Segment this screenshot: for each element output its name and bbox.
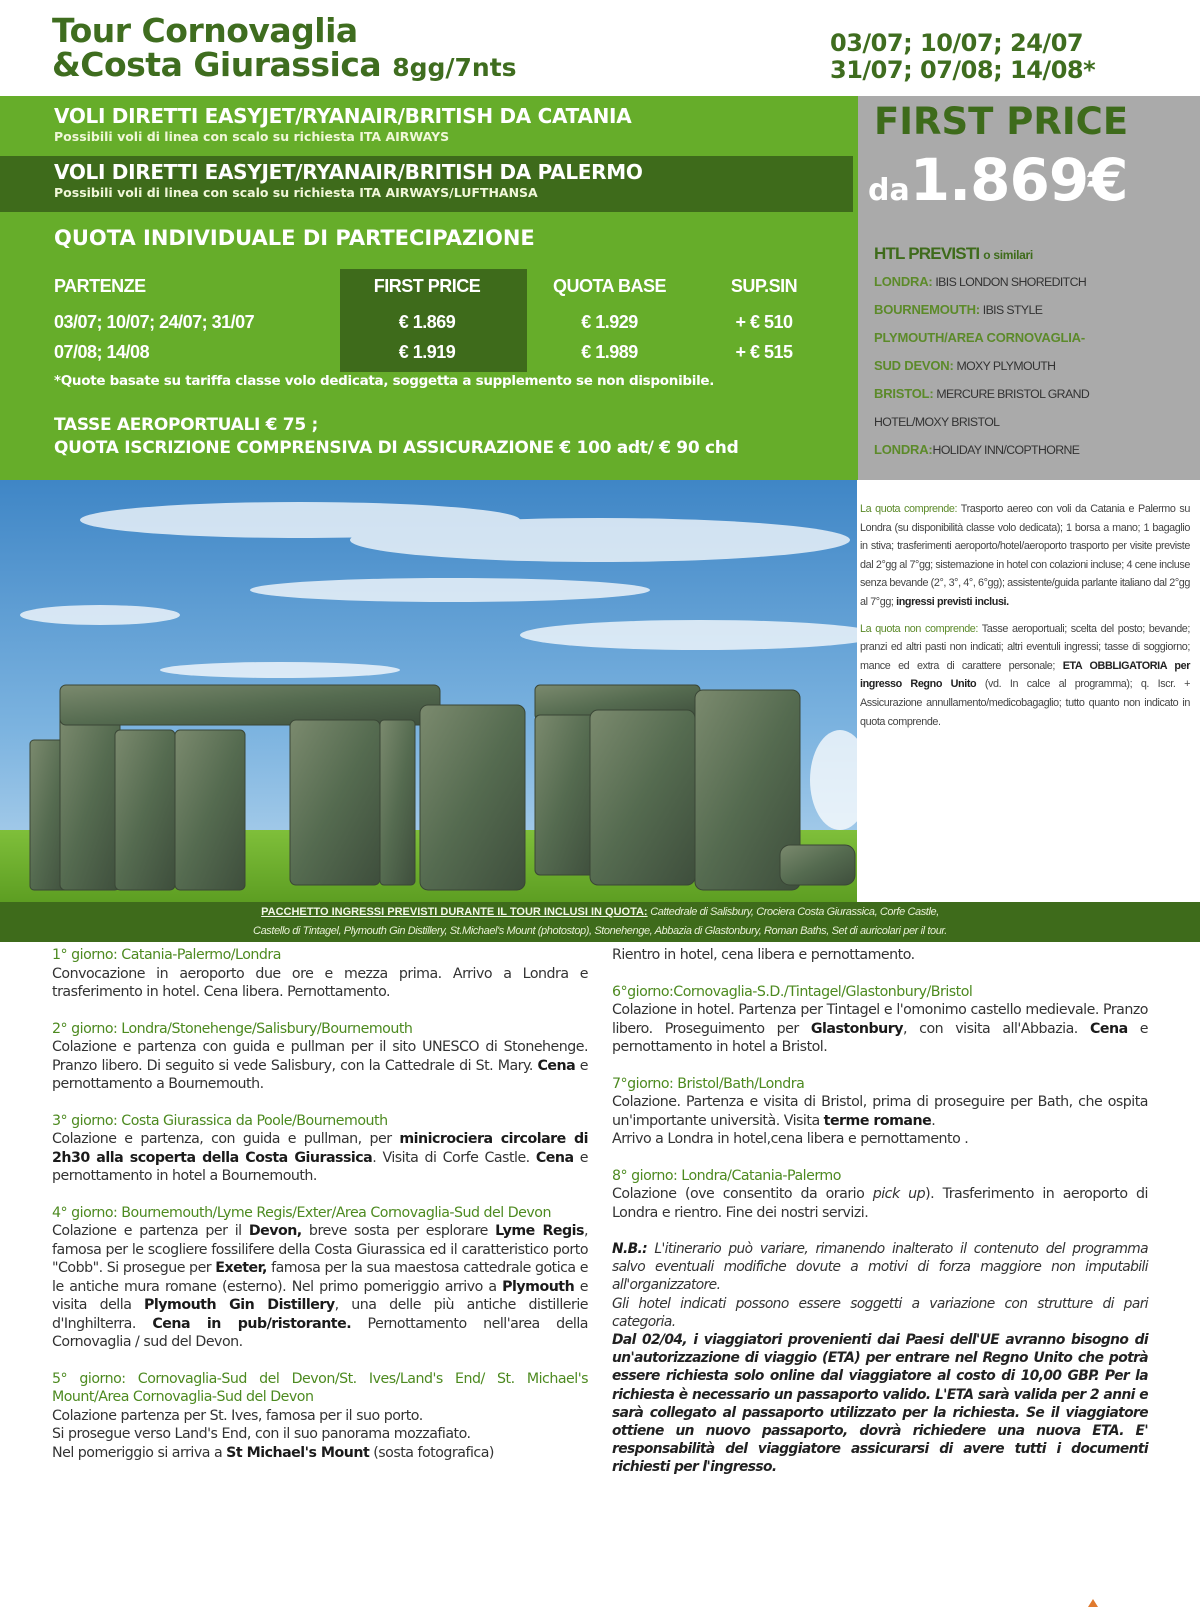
entries-heading: PACCHETTO INGRESSI PREVISTI DURANTE IL TOUR INCLUSI IN QUOTA:	[261, 906, 648, 918]
day-description	[612, 1093, 1148, 1149]
day-description	[612, 1001, 1148, 1057]
itinerary-days	[612, 946, 1148, 1222]
body-text: breve sosta per esplorare	[301, 1223, 496, 1239]
hotel-item	[874, 408, 1194, 436]
day-title: 1° giorno: Catania-Palermo/Londra	[52, 947, 281, 963]
nb-label: N.B.:	[612, 1241, 648, 1257]
body-text: ). Trasferimento in aeroporto di Londra e rientro. Fine dei nostri servizi.	[612, 1186, 1148, 1221]
hotels-note: Gli hotel indicati possono essere soggetti a variazione con strutture di pari categoria.	[612, 1295, 1148, 1330]
body-text: famosa per la sua maestosa cattedrale gotica e le antiche mura romane (esterno). Nel primo pomeriggio arrivo a	[52, 1260, 588, 1295]
eta-note: Dal 02/04, i viaggiatori provenienti dai Paesi dell'UE avranno bisogno di un'autorizzazione di viaggio (ETA) per entrare nel Regno Unito che potrà essere richiesta solo online dal viaggiatore al costo di 10,00 GBP. Per la richiesta è necessario un passaporto valido. L'ETA sarà valida per 2 anni e sarà collegato al passaporto utilizzato per la richiesta. Se il viaggiatore ottiene un nuovo passaporto, dovrà richiedere una nuova ETA. E' responsabilità del viaggiatore assicurarsi di avere tutti i documenti richiesti per l'ingresso.	[612, 1332, 1148, 1476]
airport-taxes: TASSE AEROPORTUALI € 75 ;	[54, 415, 318, 435]
day-description	[52, 1130, 588, 1186]
body-text: (sosta fotografica)	[369, 1444, 494, 1461]
price-prefix: da	[868, 173, 910, 208]
departure-dates-line1: 03/07; 10/07; 24/07	[830, 29, 1084, 57]
day-title: 4° giorno: Bournemouth/Lyme Regis/Exter/Area Cornovaglia-Sud del Devon	[52, 1204, 551, 1221]
stones	[30, 685, 855, 890]
body-text: Arrivo a Londra in hotel,cena libera e pernottamento .	[612, 1131, 969, 1147]
body-text: Nel pomeriggio si arriva a	[52, 1444, 227, 1461]
itinerary-left-column	[52, 946, 588, 1480]
pricing-panel	[0, 96, 853, 480]
entries-band	[0, 902, 1200, 942]
highlight-text: Cena in pub/ristorante.	[152, 1315, 352, 1332]
highlight-text: Devon,	[248, 1223, 302, 1239]
registration-fee: QUOTA ISCRIZIONE COMPRENSIVA DI ASSICURAZIONE € 100 adt/ € 90 chd	[54, 438, 739, 458]
entries-line1	[0, 903, 1200, 922]
body-text: Si prosegue verso Land's End, con il suo panorama mozzafiato.	[52, 1426, 471, 1442]
day-description	[612, 1185, 1148, 1222]
body-text: e pernottamento a Bournemouth.	[52, 1057, 589, 1092]
hotel-city: LONDRA:	[874, 442, 933, 457]
body-text: Pernottamento nell'area della Cornovaglia / sud del Devon.	[52, 1315, 588, 1350]
hotel-name: MERCURE BRISTOL GRAND	[933, 387, 1090, 401]
flight-title: VOLI DIRETTI EASYJET/RYANAIR/BRITISH DA PALERMO	[54, 160, 643, 184]
body-text: Colazione e partenza, con guida e pullman, per	[52, 1131, 400, 1147]
hotel-name: IBIS STYLE	[979, 303, 1043, 317]
flight-palermo	[0, 156, 853, 212]
flight-title: VOLI DIRETTI EASYJET/RYANAIR/BRITISH DA CATANIA	[54, 104, 632, 128]
day-description	[52, 965, 588, 1002]
day-description	[52, 1222, 588, 1352]
itinerary-day	[52, 1020, 588, 1094]
first-price-panel	[853, 96, 1200, 480]
itinerary-day	[612, 983, 1148, 1057]
highlight-text: Cena	[535, 1149, 574, 1166]
table-cell: € 1.989	[581, 342, 638, 362]
table-cell: 03/07; 10/07; 24/07; 31/07	[54, 312, 255, 332]
excludes-text: (vd. In calce al programma); q. Iscr. + Assicurazione annullamento/medicobagaglio; tutto quanto non indicato in quota comprende.	[860, 678, 1190, 728]
body-text: Colazione. Partenza e visita di Bristol, prima di proseguire per Bath, che ospita un'importante università. Visita	[612, 1094, 1148, 1129]
hotel-city: LONDRA:	[874, 274, 933, 289]
hotel-name: IBIS LONDON SHOREDITCH	[932, 275, 1087, 289]
pricing-footnote: *Quote basate su tariffa classe volo dedicata, soggetta a supplemento se non disponibile.	[54, 373, 715, 389]
highlight-text: terme romane	[823, 1112, 932, 1129]
body-text: .	[931, 1112, 936, 1129]
day-title: 2° giorno: Londra/Stonehenge/Salisbury/Bournemouth	[52, 1020, 413, 1037]
flight-note: Possibili voli di linea con scalo su richiesta ITA AIRWAYS/LUFTHANSA	[54, 185, 538, 200]
highlight-text: St Michael's Mount	[226, 1444, 370, 1461]
hotels-heading-suffix: o similari	[983, 248, 1033, 262]
hotel-city: BOURNEMOUTH:	[874, 302, 980, 317]
first-price-value	[868, 146, 1128, 214]
tour-title-line1: Tour Cornovaglia	[52, 11, 358, 50]
decorative-mark-icon	[1088, 1599, 1098, 1607]
table-cell: 07/08; 14/08	[54, 342, 150, 362]
table-cell: € 1.919	[398, 342, 456, 362]
table-cell: € 1.929	[581, 312, 638, 332]
hotels-heading-text: HTL PREVISTI	[874, 244, 980, 263]
hotel-name: MOXY PLYMOUTH	[953, 359, 1056, 373]
itinerary-day	[52, 1370, 588, 1463]
table-cell: + € 510	[735, 312, 793, 332]
body-text: Convocazione in aeroporto due ore e mezza prima. Arrivo a Londra e trasferimento in hotel. Cena libera. Pernottamento.	[52, 965, 588, 1000]
itinerary-day	[52, 1204, 588, 1352]
body-text: Colazione in hotel. Partenza per Tintagel e l'omonimo castello medievale. Pranzo libero. Proseguimento per	[612, 1002, 1148, 1037]
entries-list: Cattedrale di Salisbury, Crociera Costa Giurassica, Corfe Castle,	[647, 906, 939, 918]
table-cell: € 1.869	[398, 312, 456, 332]
hotel-item	[874, 324, 1194, 352]
body-text: Colazione partenza per St. Ives, famosa per il suo porto.	[52, 1407, 423, 1424]
day-description	[612, 946, 1148, 965]
departure-dates-line2: 31/07; 07/08; 14/08*	[830, 56, 1096, 84]
departure-dates	[830, 30, 1190, 84]
excludes-label: La quota non comprende:	[860, 622, 979, 635]
body-text: , famosa per le scogliere fossilifere della Costa Giurassica ed il caratteristico porto "Cobb". Si prosegue per	[52, 1223, 588, 1276]
body-text: Colazione e partenza con guida e pullman per il sito UNESCO di Stonehenge. Pranzo libero. Di seguito si vede Salisbury, con la Cattedrale di St. Mary.	[52, 1039, 588, 1074]
highlight-text: Plymouth Gin Distillery	[144, 1297, 335, 1313]
highlight-text: Exeter,	[215, 1260, 267, 1276]
body-text: e visita della	[52, 1278, 588, 1313]
includes-text: Trasporto aereo con voli da Catania e Palermo su Londra (su disponibilità classe volo dedicata); 1 borsa a mano; 1 bagaglio in stiva; trasferimenti aeroporto/hotel/aeroporto trasporto per visite previste dal 2°gg al 7°gg; sistemazione in hotel con colazioni incluse; 4 cene incluse senza bevande (2°, 3°, 4°, 6°gg); assistente/guida parlante italiano dal 2°gg al 7°gg;	[860, 503, 1190, 608]
day-title: 6°giorno:Cornovaglia-S.D./Tintagel/Glastonbury/Bristol	[612, 983, 973, 1000]
body-text: Colazione (ove consentito da orario	[612, 1186, 873, 1202]
includes-label: La quota comprende:	[860, 503, 958, 515]
body-text: . Visita di Corfe Castle.	[372, 1149, 536, 1166]
hotel-item	[874, 436, 1194, 464]
nb-note	[612, 1240, 1148, 1295]
includes-bold: ingressi previsti inclusi.	[896, 595, 1009, 608]
quote-excludes	[860, 620, 1190, 732]
day-description	[52, 1407, 588, 1463]
highlight-text: Glastonbury	[810, 1020, 904, 1037]
quote-includes	[860, 500, 1190, 612]
quote-details	[860, 500, 1190, 739]
taxes-info	[54, 414, 738, 460]
eta-required: ETA OBBLIGATORIA per ingresso Regno Unito	[860, 659, 1190, 691]
itinerary-day	[612, 1075, 1148, 1149]
body-text: , con visita all'Abbazia.	[903, 1020, 1090, 1037]
itinerary-day	[612, 1167, 1148, 1223]
nb-text: L'itinerario può variare, rimanendo inalterato il contenuto del programma salvo eventuali modifiche dovute a motivi di forza maggiore non imputabili all'organizzatore.	[612, 1241, 1148, 1294]
hotel-item	[874, 352, 1194, 380]
itinerary-day	[612, 946, 1148, 965]
itinerary-day	[52, 946, 588, 1002]
body-text: , una delle più antiche distillerie d'Inghilterra.	[52, 1297, 588, 1332]
hotels-heading	[874, 244, 1194, 264]
flight-catania	[0, 96, 853, 156]
body-text: pick up	[872, 1186, 926, 1202]
tour-title	[52, 11, 612, 85]
tour-duration: 8gg/7nts	[392, 53, 517, 82]
day-title: 3° giorno: Costa Giurassica da Poole/Bournemouth	[52, 1112, 388, 1129]
highlight-text: Cena	[537, 1057, 576, 1074]
hotel-item	[874, 268, 1194, 296]
col-header: PARTENZE	[54, 276, 146, 296]
highlight-text: Cena	[1089, 1020, 1128, 1037]
flight-note: Possibili voli di linea con scalo su richiesta ITA AIRWAYS	[54, 129, 450, 144]
col-header: QUOTA BASE	[552, 276, 666, 296]
highlight-text: Plymouth	[502, 1278, 575, 1295]
col-header: FIRST PRICE	[373, 276, 481, 296]
col-header: SUP.SIN	[730, 276, 798, 296]
body-text: Rientro in hotel, cena libera e pernottamento.	[612, 947, 915, 963]
notes	[612, 1240, 1148, 1477]
entries-list: Castello di Tintagel, Plymouth Gin Distillery, St.Michael's Mount (photostop), Stonehenge, Abbazia di Glastonbury, Roman Baths, Set di auricolari per il tour.	[253, 925, 947, 937]
itinerary-right-column	[612, 946, 1148, 1477]
hotel-item	[874, 380, 1194, 408]
hotel-name: HOTEL/MOXY BRISTOL	[874, 415, 1000, 429]
excludes-text: Tasse aeroportuali; scelta del posto; bevande; pranzi ed altri pasti non indicati; altri eventuli ingressi; tasse di soggiorno; mance ed extra di carattere personale;	[860, 622, 1190, 672]
day-title: 5° giorno: Cornovaglia-Sud del Devon/St. Ives/Land's End/ St. Michael's Mount/Area Cornovaglia-Sud del Devon	[52, 1370, 588, 1405]
tour-title-line2: &Costa Giurassica 8gg/7nts	[52, 45, 517, 84]
pricing-title: QUOTA INDIVIDUALE DI PARTECIPAZIONE	[54, 226, 535, 250]
body-text: Colazione e partenza per il	[52, 1223, 249, 1239]
table-cell: + € 515	[735, 342, 793, 362]
hotel-city: SUD DEVON:	[874, 358, 954, 373]
highlight-text: Lyme Regis	[495, 1223, 584, 1239]
day-title: 8° giorno: Londra/Catania-Palermo	[612, 1167, 841, 1184]
first-price-label: FIRST PRICE	[874, 100, 1129, 143]
itinerary-day	[52, 1112, 588, 1186]
hotel-item	[874, 296, 1194, 324]
body-text: e pernottamento in hotel a Bristol.	[612, 1020, 1149, 1055]
day-title: 7°giorno: Bristol/Bath/Londra	[612, 1075, 805, 1092]
stonehenge-image	[0, 480, 857, 902]
hotel-city: BRISTOL:	[874, 386, 934, 401]
hotel-city: PLYMOUTH/AREA CORNOVAGLIA-	[874, 330, 1085, 345]
body-text: e pernottamento in hotel a Bournemouth.	[52, 1149, 588, 1184]
stonehenge-photo	[0, 480, 857, 902]
price-amount: 1.869€	[909, 146, 1128, 214]
hotels-list	[874, 244, 1194, 464]
day-description	[52, 1038, 588, 1094]
hotel-name: HOLIDAY INN/COPTHORNE	[932, 443, 1080, 457]
highlight-text: minicrociera circolare di 2h30 alla scoperta della Costa Giurassica	[52, 1131, 588, 1166]
